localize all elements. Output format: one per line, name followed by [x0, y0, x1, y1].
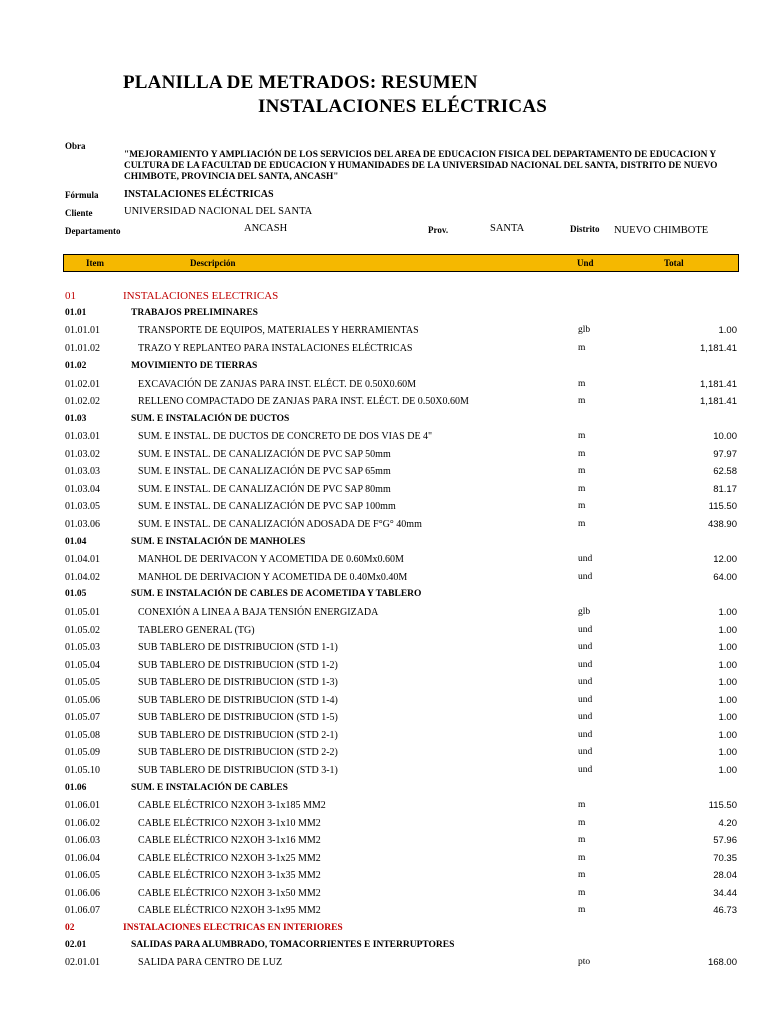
item-total: 4.20: [718, 818, 737, 829]
item-unit: m: [578, 484, 586, 494]
section-row: [0, 589, 768, 607]
item-description: MANHOL DE DERIVACION Y ACOMETIDA DE 0.40Mx0.40M: [138, 572, 408, 583]
table-row: [0, 572, 768, 590]
item-description: CABLE ELÉCTRICO N2XOH 3-1x16 MM2: [138, 835, 321, 846]
item-description: TRAZO Y REPLANTEO PARA INSTALACIONES ELÉCTRICAS: [138, 343, 413, 354]
item-unit: und: [578, 677, 593, 687]
table-row: [0, 905, 768, 923]
item-code: 01: [65, 290, 76, 302]
table-row: [0, 343, 768, 361]
section-row: [0, 923, 768, 941]
item-code: 01.05.05: [65, 677, 100, 688]
item-code: 01.05.06: [65, 695, 100, 706]
item-total: 81.17: [713, 484, 737, 495]
item-unit: m: [578, 853, 586, 863]
item-unit: pto: [578, 957, 591, 967]
departamento-value: ANCASH: [244, 223, 288, 234]
item-description: SUM. E INSTALACIÓN DE MANHOLES: [131, 537, 306, 547]
item-code: 01.04.02: [65, 572, 100, 583]
item-description: SUB TABLERO DE DISTRIBUCION (STD 1-2): [138, 660, 338, 671]
item-total: 1.00: [718, 642, 737, 653]
item-total: 1,181.41: [700, 379, 737, 390]
item-code: 02.01.01: [65, 957, 100, 968]
item-total: 1,181.41: [700, 343, 737, 354]
table-row: [0, 888, 768, 906]
item-total: 28.04: [713, 870, 737, 881]
formula-value: INSTALACIONES ELÉCTRICAS: [124, 189, 274, 200]
cliente-value: UNIVERSIDAD NACIONAL DEL SANTA: [124, 206, 313, 217]
item-description: CABLE ELÉCTRICO N2XOH 3-1x50 MM2: [138, 888, 321, 899]
table-row: [0, 818, 768, 836]
table-row: [0, 712, 768, 730]
item-code: 01.05.07: [65, 712, 100, 723]
obra-label: Obra: [65, 141, 86, 151]
item-total: 1.00: [718, 325, 737, 336]
item-description: SUM. E INSTALACIÓN DE DUCTOS: [131, 414, 290, 424]
item-description: TRANSPORTE DE EQUIPOS, MATERIALES Y HERRAMIENTAS: [138, 325, 419, 336]
item-description: SUM. E INSTAL. DE CANALIZACIÓN DE PVC SAP 100mm: [138, 501, 396, 512]
item-total: 1.00: [718, 625, 737, 636]
item-description: CONEXIÓN A LINEA A BAJA TENSIÓN ENERGIZADA: [138, 607, 379, 618]
header-und: Und: [577, 258, 594, 268]
item-description: SUB TABLERO DE DISTRIBUCION (STD 2-1): [138, 730, 338, 741]
item-code: 01.05.01: [65, 607, 100, 618]
table-row: [0, 765, 768, 783]
item-code: 01.02.01: [65, 379, 100, 390]
item-unit: und: [578, 572, 593, 582]
item-total: 10.00: [713, 431, 737, 442]
item-total: 1.00: [718, 607, 737, 618]
item-unit: und: [578, 730, 593, 740]
item-total: 1.00: [718, 765, 737, 776]
item-description: CABLE ELÉCTRICO N2XOH 3-1x185 MM2: [138, 800, 326, 811]
item-code: 02.01: [65, 940, 87, 950]
table-row: [0, 484, 768, 502]
item-description: SALIDA PARA CENTRO DE LUZ: [138, 957, 283, 968]
table-row: [0, 853, 768, 871]
item-unit: m: [578, 800, 586, 810]
item-code: 01.03.04: [65, 484, 100, 495]
item-description: SUB TABLERO DE DISTRIBUCION (STD 1-1): [138, 642, 338, 653]
item-description: SUB TABLERO DE DISTRIBUCION (STD 3-1): [138, 765, 338, 776]
item-unit: glb: [578, 607, 591, 617]
item-unit: m: [578, 501, 586, 511]
item-description: SUB TABLERO DE DISTRIBUCION (STD 2-2): [138, 747, 338, 758]
item-description: SUM. E INSTAL. DE CANALIZACIÓN ADOSADA DE F°G° 40mm: [138, 519, 422, 530]
item-total: 62.58: [713, 466, 737, 477]
section-row: [0, 290, 768, 308]
table-row: [0, 800, 768, 818]
item-unit: und: [578, 712, 593, 722]
item-description: INSTALACIONES ELECTRICAS EN INTERIORES: [123, 923, 343, 933]
table-row: [0, 642, 768, 660]
item-total: 1.00: [718, 660, 737, 671]
item-code: 01.03.06: [65, 519, 100, 530]
item-unit: m: [578, 818, 586, 828]
table-header: [63, 254, 739, 272]
item-code: 01.05.03: [65, 642, 100, 653]
item-total: 97.97: [713, 449, 737, 460]
table-row: [0, 519, 768, 537]
item-unit: und: [578, 695, 593, 705]
departamento-label: Departamento: [65, 226, 121, 236]
item-code: 01.03.01: [65, 431, 100, 442]
obra-description: "MEJORAMIENTO Y AMPLIACIÓN DE LOS SERVICIOS DEL AREA DE EDUCACION FISICA DEL DEPARTAMENTO DE EDUCACION Y CULTURA DE LA FACULTAD DE EDUCACION Y HUMANIDADES DE LA UNIVERSIDAD NACIONAL DEL SANTA, DISTRITO DE NUEVO CHIMBOTE, PROVINCIA DEL SANTA, ANCASH": [124, 150, 718, 182]
item-total: 34.44: [713, 888, 737, 899]
item-unit: glb: [578, 325, 591, 335]
page-title: PLANILLA DE METRADOS: RESUMEN: [123, 72, 478, 93]
item-unit: und: [578, 554, 593, 564]
item-unit: m: [578, 343, 586, 353]
table-row: [0, 449, 768, 467]
item-code: 01.04.01: [65, 554, 100, 565]
item-description: SUB TABLERO DE DISTRIBUCION (STD 1-5): [138, 712, 338, 723]
item-unit: m: [578, 466, 586, 476]
item-code: 01.01.02: [65, 343, 100, 354]
item-description: RELLENO COMPACTADO DE ZANJAS PARA INST. ELÉCT. DE 0.50X0.60M: [138, 396, 469, 407]
prov-value: SANTA: [490, 223, 525, 234]
item-total: 70.35: [713, 853, 737, 864]
item-unit: m: [578, 905, 586, 915]
section-row: [0, 308, 768, 326]
header-item: Item: [86, 258, 104, 268]
item-unit: m: [578, 888, 586, 898]
page-subtitle: INSTALACIONES ELÉCTRICAS: [258, 96, 548, 117]
item-code: 01.03.05: [65, 501, 100, 512]
item-total: 1.00: [718, 730, 737, 741]
item-description: MANHOL DE DERIVACON Y ACOMETIDA DE 0.60Mx0.60M: [138, 554, 404, 565]
item-code: 01.01: [65, 308, 87, 318]
item-description: SUM. E INSTALACIÓN DE CABLES: [131, 783, 288, 793]
item-unit: und: [578, 747, 593, 757]
item-code: 01.06.03: [65, 835, 100, 846]
item-unit: m: [578, 519, 586, 529]
table-row: [0, 747, 768, 765]
item-total: 1.00: [718, 677, 737, 688]
item-total: 1.00: [718, 747, 737, 758]
item-total: 46.73: [713, 905, 737, 916]
prov-label: Prov.: [428, 225, 449, 235]
item-unit: m: [578, 835, 586, 845]
distrito-label: Distrito: [570, 224, 600, 234]
item-code: 01.05: [65, 589, 87, 599]
item-description: SUM. E INSTAL. DE CANALIZACIÓN DE PVC SAP 65mm: [138, 466, 391, 477]
item-code: 02: [65, 923, 75, 933]
section-row: [0, 783, 768, 801]
item-code: 01.02.02: [65, 396, 100, 407]
item-description: SUM. E INSTALACIÓN DE CABLES DE ACOMETIDA Y TABLERO: [131, 589, 422, 599]
item-unit: m: [578, 449, 586, 459]
item-description: MOVIMIENTO DE TIERRAS: [131, 361, 258, 371]
table-row: [0, 379, 768, 397]
item-unit: m: [578, 379, 586, 389]
item-description: SUB TABLERO DE DISTRIBUCION (STD 1-3): [138, 677, 338, 688]
header-descripcion: Descripción: [190, 258, 236, 268]
item-total: 1.00: [718, 695, 737, 706]
item-total: 57.96: [713, 835, 737, 846]
item-unit: m: [578, 431, 586, 441]
item-code: 01.02: [65, 361, 87, 371]
item-description: CABLE ELÉCTRICO N2XOH 3-1x95 MM2: [138, 905, 321, 916]
item-description: TRABAJOS PRELIMINARES: [131, 308, 258, 318]
table-row: [0, 396, 768, 414]
item-description: SUM. E INSTAL. DE CANALIZACIÓN DE PVC SAP 50mm: [138, 449, 391, 460]
item-code: 01.06.04: [65, 853, 100, 864]
item-unit: m: [578, 396, 586, 406]
item-code: 01.01.01: [65, 325, 100, 336]
table-row: [0, 431, 768, 449]
item-unit: und: [578, 625, 593, 635]
table-row: [0, 835, 768, 853]
item-description: SUB TABLERO DE DISTRIBUCION (STD 1-4): [138, 695, 338, 706]
item-code: 01.05.04: [65, 660, 100, 671]
item-total: 1.00: [718, 712, 737, 723]
header-total: Total: [664, 258, 684, 268]
table-row: [0, 466, 768, 484]
item-description: SALIDAS PARA ALUMBRADO, TOMACORRIENTES E INTERRUPTORES: [131, 940, 455, 950]
item-total: 115.50: [708, 501, 737, 512]
table-row: [0, 870, 768, 888]
item-unit: m: [578, 870, 586, 880]
item-code: 01.06.06: [65, 888, 100, 899]
item-total: 115.50: [708, 800, 737, 811]
table-row: [0, 957, 768, 975]
item-code: 01.05.09: [65, 747, 100, 758]
item-code: 01.05.10: [65, 765, 100, 776]
item-total: 438.90: [707, 519, 737, 530]
table-row: [0, 607, 768, 625]
item-description: SUM. E INSTAL. DE CANALIZACIÓN DE PVC SAP 80mm: [138, 484, 391, 495]
item-unit: und: [578, 765, 593, 775]
item-total: 12.00: [713, 554, 737, 565]
item-total: 64.00: [713, 572, 737, 583]
item-total: 168.00: [707, 957, 737, 968]
item-code: 01.06.05: [65, 870, 100, 881]
item-code: 01.05.02: [65, 625, 100, 636]
item-description: INSTALACIONES ELECTRICAS: [123, 290, 279, 302]
item-code: 01.03.03: [65, 466, 100, 477]
section-row: [0, 940, 768, 958]
item-unit: und: [578, 660, 593, 670]
item-code: 01.03.02: [65, 449, 100, 460]
table-row: [0, 677, 768, 695]
item-code: 01.06.01: [65, 800, 100, 811]
table-row: [0, 695, 768, 713]
cliente-label: Cliente: [65, 208, 93, 218]
item-code: 01.06.02: [65, 818, 100, 829]
item-code: 01.03: [65, 414, 87, 424]
distrito-value: NUEVO CHIMBOTE: [614, 225, 709, 236]
section-row: [0, 537, 768, 555]
item-code: 01.06: [65, 783, 87, 793]
section-row: [0, 414, 768, 432]
formula-label: Fórmula: [65, 190, 99, 200]
item-description: TABLERO GENERAL (TG): [138, 625, 255, 636]
item-description: CABLE ELÉCTRICO N2XOH 3-1x10 MM2: [138, 818, 321, 829]
table-row: [0, 325, 768, 343]
table-row: [0, 660, 768, 678]
item-code: 01.04: [65, 537, 87, 547]
table-row: [0, 554, 768, 572]
item-description: EXCAVACIÓN DE ZANJAS PARA INST. ELÉCT. DE 0.50X0.60M: [138, 379, 417, 390]
item-unit: und: [578, 642, 593, 652]
item-total: 1,181.41: [700, 396, 737, 407]
section-row: [0, 361, 768, 379]
table-row: [0, 501, 768, 519]
item-description: SUM. E INSTAL. DE DUCTOS DE CONCRETO DE DOS VIAS DE 4": [138, 431, 433, 442]
item-code: 01.06.07: [65, 905, 100, 916]
table-row: [0, 730, 768, 748]
table-row: [0, 625, 768, 643]
item-description: CABLE ELÉCTRICO N2XOH 3-1x35 MM2: [138, 870, 321, 881]
item-description: CABLE ELÉCTRICO N2XOH 3-1x25 MM2: [138, 853, 321, 864]
item-code: 01.05.08: [65, 730, 100, 741]
